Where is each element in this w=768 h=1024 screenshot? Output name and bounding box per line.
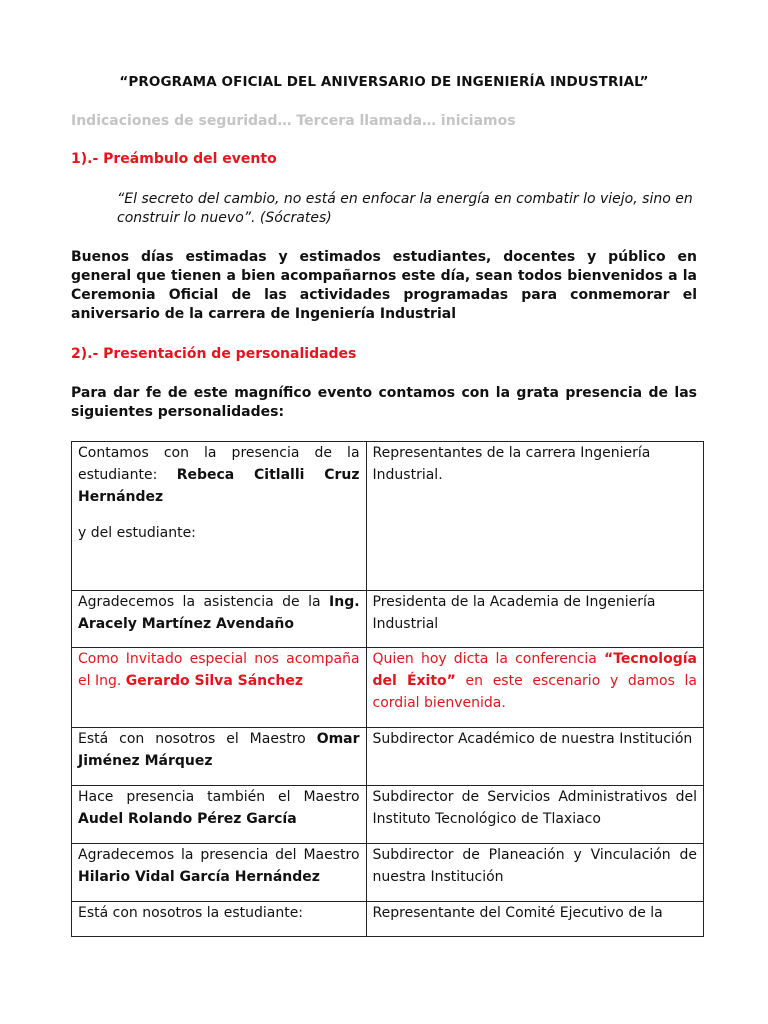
table-row [72, 648, 704, 728]
personalities-table [71, 441, 704, 937]
role-text: Subdirector Académico de nuestra Institución [372, 731, 693, 747]
table-cell [366, 728, 703, 786]
person-name: Ing. Aracely Martínez Avendaño [78, 594, 360, 632]
table-cell [366, 648, 703, 728]
table-cell [366, 591, 703, 648]
role-text: en este escenario y damos la cordial bienvenida. [372, 673, 698, 711]
table-cell [72, 786, 367, 844]
section-2-heading: 2).- Presentación de personalidades [71, 346, 357, 362]
table-cell [72, 844, 367, 902]
table-cell [366, 902, 703, 937]
role-text: Quien hoy dicta la conferencia [372, 651, 605, 667]
person-name: Hilario Vidal García Hernández [78, 869, 320, 885]
table-cell [72, 902, 367, 937]
personalities-intro: Para dar fe de este magnífico evento contamos con la grata presencia de las siguientes personalidades: [71, 385, 697, 420]
person-name: Gerardo Silva Sánchez [125, 673, 304, 689]
role-text: Presidenta de la Academia de Ingeniería Industrial [372, 594, 656, 632]
person-name: Audel Rolando Pérez García [78, 811, 297, 827]
role-text: Subdirector de Planeación y Vinculación de nuestra Institución [372, 847, 697, 885]
table-row [72, 902, 704, 937]
cell-text: Contamos con la presencia de la estudiante: [78, 445, 360, 483]
role-text: Subdirector de Servicios Administrativos del Instituto Tecnológico de Tlaxiaco [372, 789, 697, 827]
table-row [72, 844, 704, 902]
welcome-paragraph: Buenos días estimadas y estimados estudiantes, docentes y público en general que tienen a bien acompañarnos este día, sean todos bienvenidos a la Ceremonia Oficial de las actividades programadas para conmemorar el aniversario de la carrera de Ingeniería Industrial [71, 249, 697, 322]
cell-text: Hace presencia también el Maestro [78, 789, 360, 805]
cell-text: Como Invitado especial nos acompaña el Ing. [78, 651, 360, 689]
table-cell [72, 591, 367, 648]
cell-text: Está con nosotros la estudiante: [78, 905, 304, 921]
table-row [72, 442, 704, 591]
person-name: Rebeca Citlalli Cruz Hernández [78, 467, 360, 505]
table-cell [366, 786, 703, 844]
person-name: Omar Jiménez Márquez [78, 731, 360, 769]
role-text: Representantes de la carrera Ingeniería Industrial. [372, 445, 651, 483]
table-cell [366, 844, 703, 902]
table-row [72, 728, 704, 786]
socrates-quote: “El secreto del cambio, no está en enfocar la energía en combatir lo viejo, sino en construir lo nuevo”. (Sócrates) [117, 191, 693, 226]
section-1-heading: 1).- Preámbulo del evento [71, 151, 277, 167]
table-cell [72, 648, 367, 728]
table-row [72, 786, 704, 844]
document-title: “PROGRAMA OFICIAL DEL ANIVERSARIO DE INGENIERÍA INDUSTRIAL” [119, 74, 649, 90]
cell-text: y del estudiante: [78, 525, 196, 541]
cell-text: Agradecemos la presencia del Maestro [78, 847, 360, 863]
conference-title: “Tecnología del Éxito” [372, 651, 697, 689]
table-cell [366, 442, 703, 591]
cell-text: Agradecemos la asistencia de la [78, 594, 330, 610]
table-cell [72, 728, 367, 786]
security-note: Indicaciones de seguridad… Tercera llamada… iniciamos [71, 113, 516, 129]
role-text: Representante del Comité Ejecutivo de la [372, 905, 663, 921]
cell-text: Está con nosotros el Maestro [78, 731, 317, 747]
table-cell [72, 442, 367, 591]
table-row [72, 591, 704, 648]
